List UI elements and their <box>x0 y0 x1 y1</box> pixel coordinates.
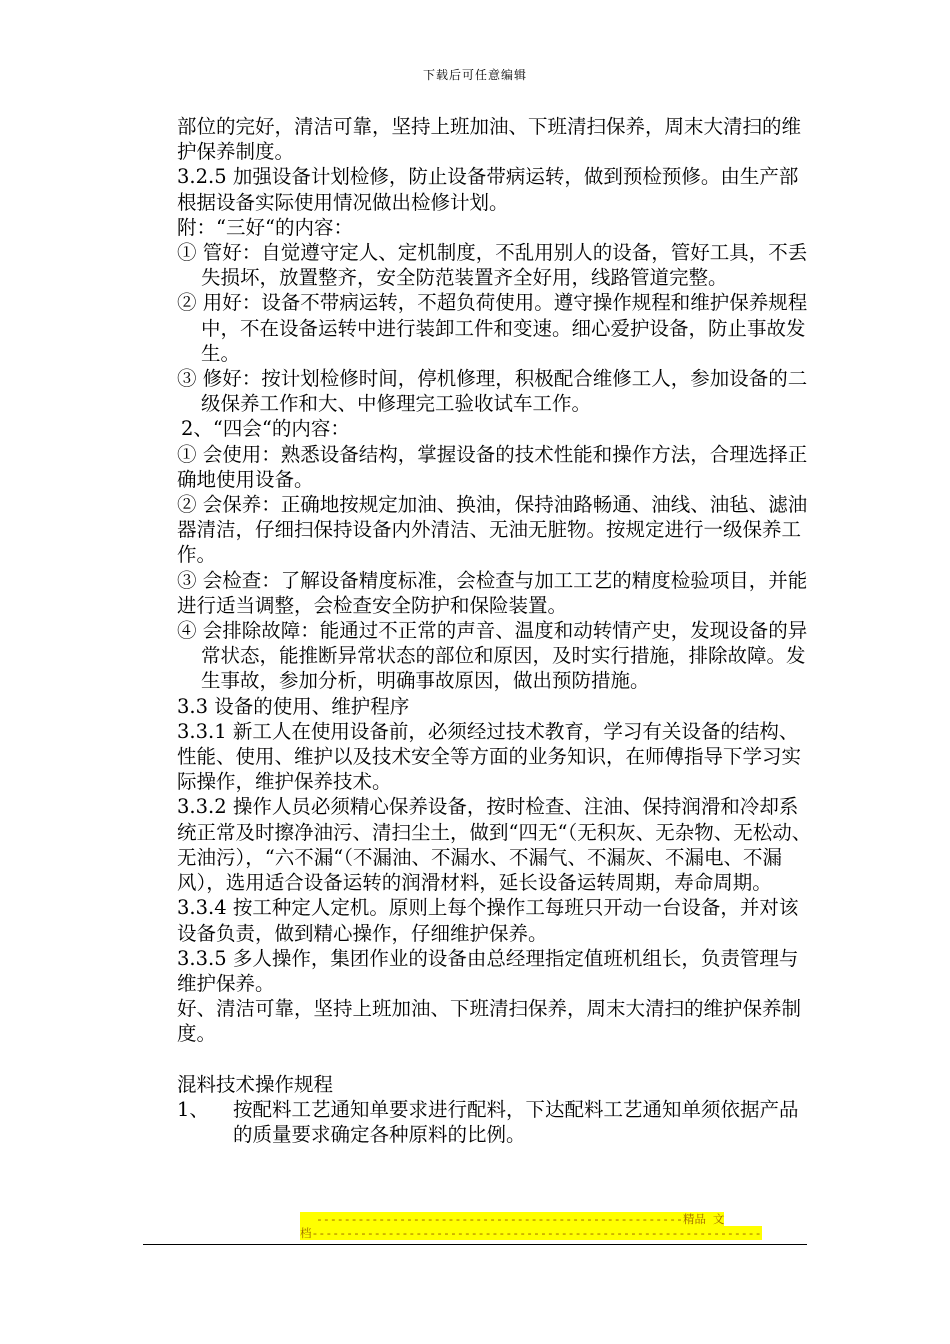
four-skills-item-4: ④ 会排除故障：能通过不正常的声音、温度和动转情产史，发现设备的异常状态，能推断异常状态的部位和原因，及时实行措施，排除故障。发生事故，参加分析，明确事故原因，做出预防措施。 <box>177 619 808 693</box>
footer-line-2: 档----------------------------------------------------------------- <box>300 1226 762 1240</box>
footer-rule <box>143 1244 807 1245</box>
paragraph: 3.3.1 新工人在使用设备前，必须经过技术教育，学习有关设备的结构、性能、使用、维护以及技术安全等方面的业务知识，在师傅指导下学习实际操作，维护保养技术。 <box>177 719 802 794</box>
paragraph: 附：“三好“的内容： <box>177 215 353 239</box>
page-header: 下载后可任意编辑 <box>422 68 527 82</box>
paragraph: 部位的完好，清洁可靠，坚持上班加油、下班清扫保养，周末大清扫的维护保养制度。 <box>177 115 802 164</box>
paragraph: 好、清洁可靠，坚持上班加油、下班清扫保养，周末大清扫的维护保养制度。 <box>177 997 802 1046</box>
numbered-item <box>177 1097 817 1147</box>
four-skills-item-1: ① 会使用：熟悉设备结构，掌握设备的技术性能和操作方法，合理选择正确地使用设备。 <box>177 442 808 491</box>
three-good-item-3: ③ 修好：按计划检修时间，停机修理，积极配合维修工人，参加设备的二级保养工作和大、中修理完工验收试车工作。 <box>177 367 808 416</box>
item-text: 按配料工艺通知单要求进行配料，下达配料工艺通知单须依据产品的质量要求确定各种原料的比例。 <box>233 1097 799 1146</box>
paragraph: 3.3.2 操作人员必须精心保养设备，按时检查、注油、保持润滑和冷却系统正常及时擦净油污、清扫尘土，做到“四无“（无积灰、无杂物、无松动、无油污），“六不漏“（不漏油、不漏水、不漏气、不漏灰、不漏电、不漏风），选用适合设备运转的润滑材料，延长设备运转周期，寿命周期。 <box>177 795 812 895</box>
paragraph: 3.3.4 按工种定人定机。原则上每个操作工每班只开动一台设备，并对该设备负责，做到精心操作，仔细维护保养。 <box>177 896 799 945</box>
section-heading: 3.3 设备的使用、维护程序 <box>177 694 410 718</box>
document-body <box>177 114 817 1147</box>
paragraph: 3.2.5 加强设备计划检修，防止设备带病运转，做到预检预修。由生产部根据设备实际使用情况做出检修计划。 <box>177 165 799 214</box>
footer-line-1: -----------------------------------------------------精品 文 <box>316 1212 725 1226</box>
three-good-item-2: ② 用好：设备不带病运转，不超负荷使用。遵守操作规程和维护保养规程中，不在设备运转中进行装卸工件和变速。细心爱护设备，防止事故发生。 <box>177 291 808 365</box>
item-number: 1、 <box>177 1097 209 1121</box>
procedure-title: 混料技术操作规程 <box>177 1072 334 1096</box>
paragraph: 3.3.5 多人操作，集团作业的设备由总经理指定值班机组长，负责管理与维护保养。 <box>177 946 799 995</box>
footer-watermark <box>300 1212 762 1240</box>
four-skills-item-2: ② 会保养：正确地按规定加油、换油，保持油路畅通、油线、油毡、滤油器清洁，仔细扫保持设备内外清洁、无油无脏物。按规定进行一级保养工作。 <box>177 493 808 567</box>
four-skills-item-3: ③ 会检查：了解设备精度标准，会检查与加工工艺的精度检验项目，并能进行适当调整，会检查安全防护和保险装置。 <box>177 568 808 617</box>
four-skills-heading: 2、“四会“的内容： <box>181 417 350 441</box>
three-good-item-1: ① 管好：自觉遵守定人、定机制度，不乱用别人的设备，管好工具，不丢失损坏，放置整齐，安全防范装置齐全好用，线路管道完整。 <box>177 241 808 290</box>
